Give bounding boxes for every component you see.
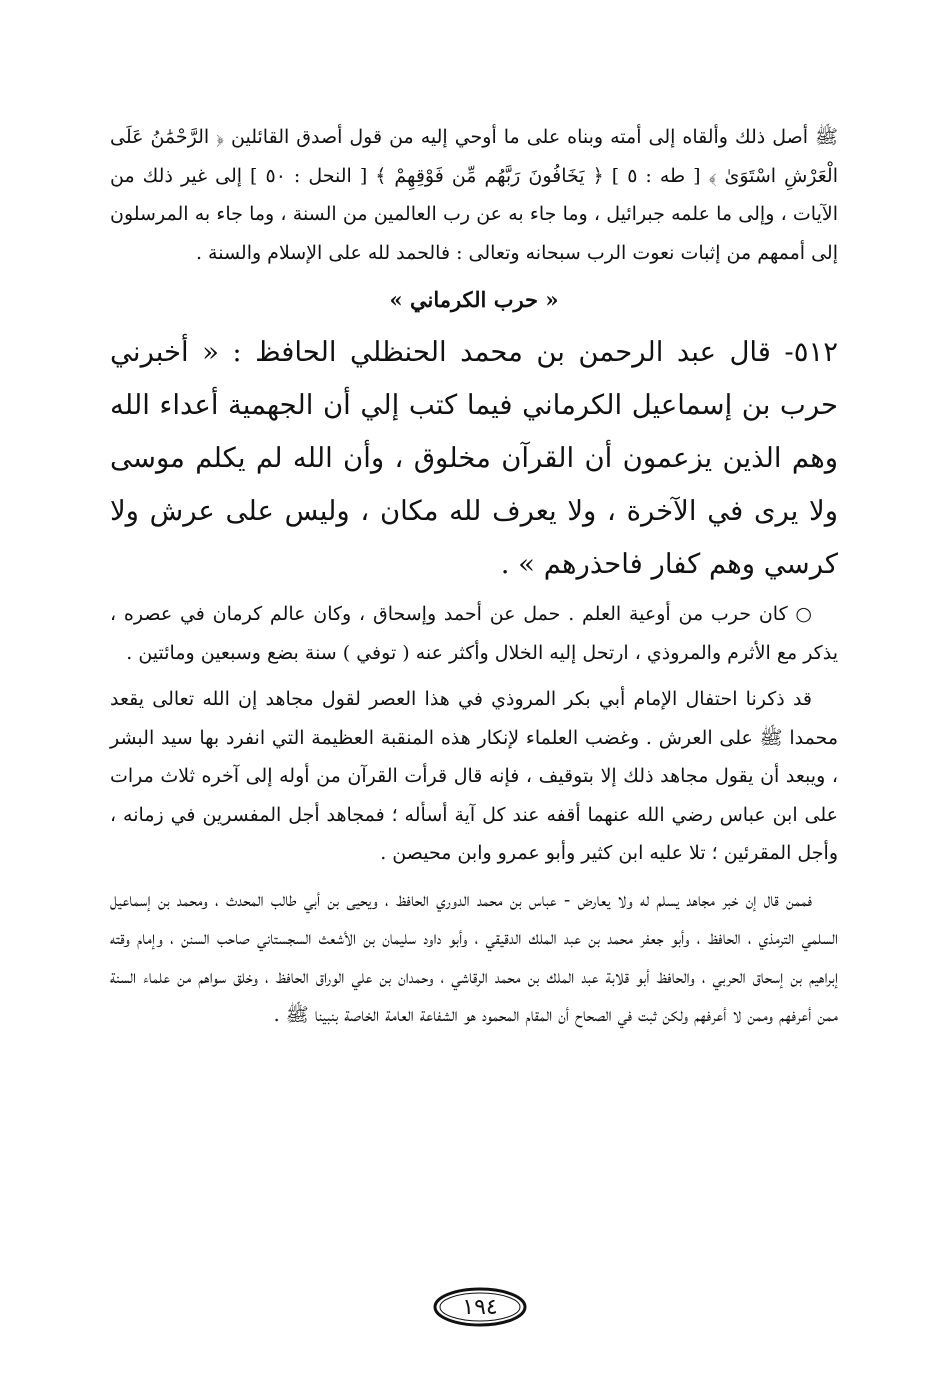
section-title: « حرب الكرماني »: [389, 287, 559, 312]
paragraph-intro: ﷺ أصل ذلك وألقاه إلى أمته وبناه على ما أوحي إليه من قول أصدق القائلين ﴿ الرَّحْمَٰنُ عَلَى الْعَرْشِ اسْتَوَىٰ ﴾ [ طه : ٥ ] ﴿ يَخَافُونَ رَبَّهُم مِّن فَوْقِهِمْ ﴾ [ النحل : ٥٠ ] إلى غير ذلك من الآيات ، وإلى ما علمه جبرائيل ، وما جاء به عن رب العالمين من السنة ، وما جاء به المرسلون إلى أممهم من إثبات نعوت الرب سبحانه وتعالى : فالحمد لله على الإسلام والسنة .: [110, 126, 839, 264]
page-number: [432, 1286, 528, 1328]
page-number-text: ١٩٤: [462, 1294, 498, 1320]
paragraph-note: ○ كان حرب من أوعية العلم . حمل عن أحمد وإسحاق ، وكان عالم كرمان في عصره ، يذكر مع الأثرم والمروذي ، ارتحل إليه الخلال وأكثر عنه ( توفي ) سنة بضع وسبعين ومائتين .: [110, 603, 838, 664]
paragraph-narration: ٥١٢- قال عبد الرحمن بن محمد الحنظلي الحافظ : « أخبرني حرب بن إسماعيل الكرماني فيما كتب إلي أن الجهمية أعداء الله وهم الذين يزعمون أن القرآن مخلوق ، وأن الله لم يكلم موسى ولا يرى في الآخرة ، ولا يعرف لله مكان ، وليس على عرش ولا كرسي وهم كفار فاحذرهم » .: [110, 336, 838, 580]
paragraph-commentary: قد ذكرنا احتفال الإمام أبي بكر المروذي في هذا العصر لقول مجاهد إن الله تعالى يقعد محمدا ﷺ على العرش . وغضب العلماء لإنكار هذه المنقبة العظيمة التي انفرد بها سيد البشر ، ويبعد أن يقول مجاهد ذلك إلا بتوقيف ، فإنه قال قرأت القرآن من أوله إلى آخره ثلاث مرات على ابن عباس رضي الله عنهما أقفه عند كل آية أسأله ؛ فمجاهد أجل المفسرين في زمانه ، وأجل المقرئين ؛ تلا عليه ابن كثير وأبو عمرو وابن محيصن .: [110, 688, 838, 864]
paragraph-scholars: فممن قال إن خبر مجاهد يسلم له ولا يعارض - عباس بن محمد الدوري الحافظ ، ويحيى بن أبي طالب المحدث ، ومحمد بن إسماعيل السلمي الترمذي ، الحافظ ، وأبو جعفر محمد بن عبد الملك الدقيقي ، وأبو داود سليمان بن الأشعث السجستاني صاحب السنن ، وإمام وقته إبراهيم بن إسحاق الحربي ، والحافظ أبو قلابة عبد الملك بن محمد الرقاشي ، وحمدان بن علي الوراق الحافظ ، وخلق سواهم من علماء السنة ممن أعرفهم وممن لا أعرفهم ولكن ثبت في الصحاح أن المقام المحمود هو الشفاعة العامة الخاصة بنبينا ﷺ .: [110, 888, 838, 1026]
page-body: [110, 118, 838, 1035]
